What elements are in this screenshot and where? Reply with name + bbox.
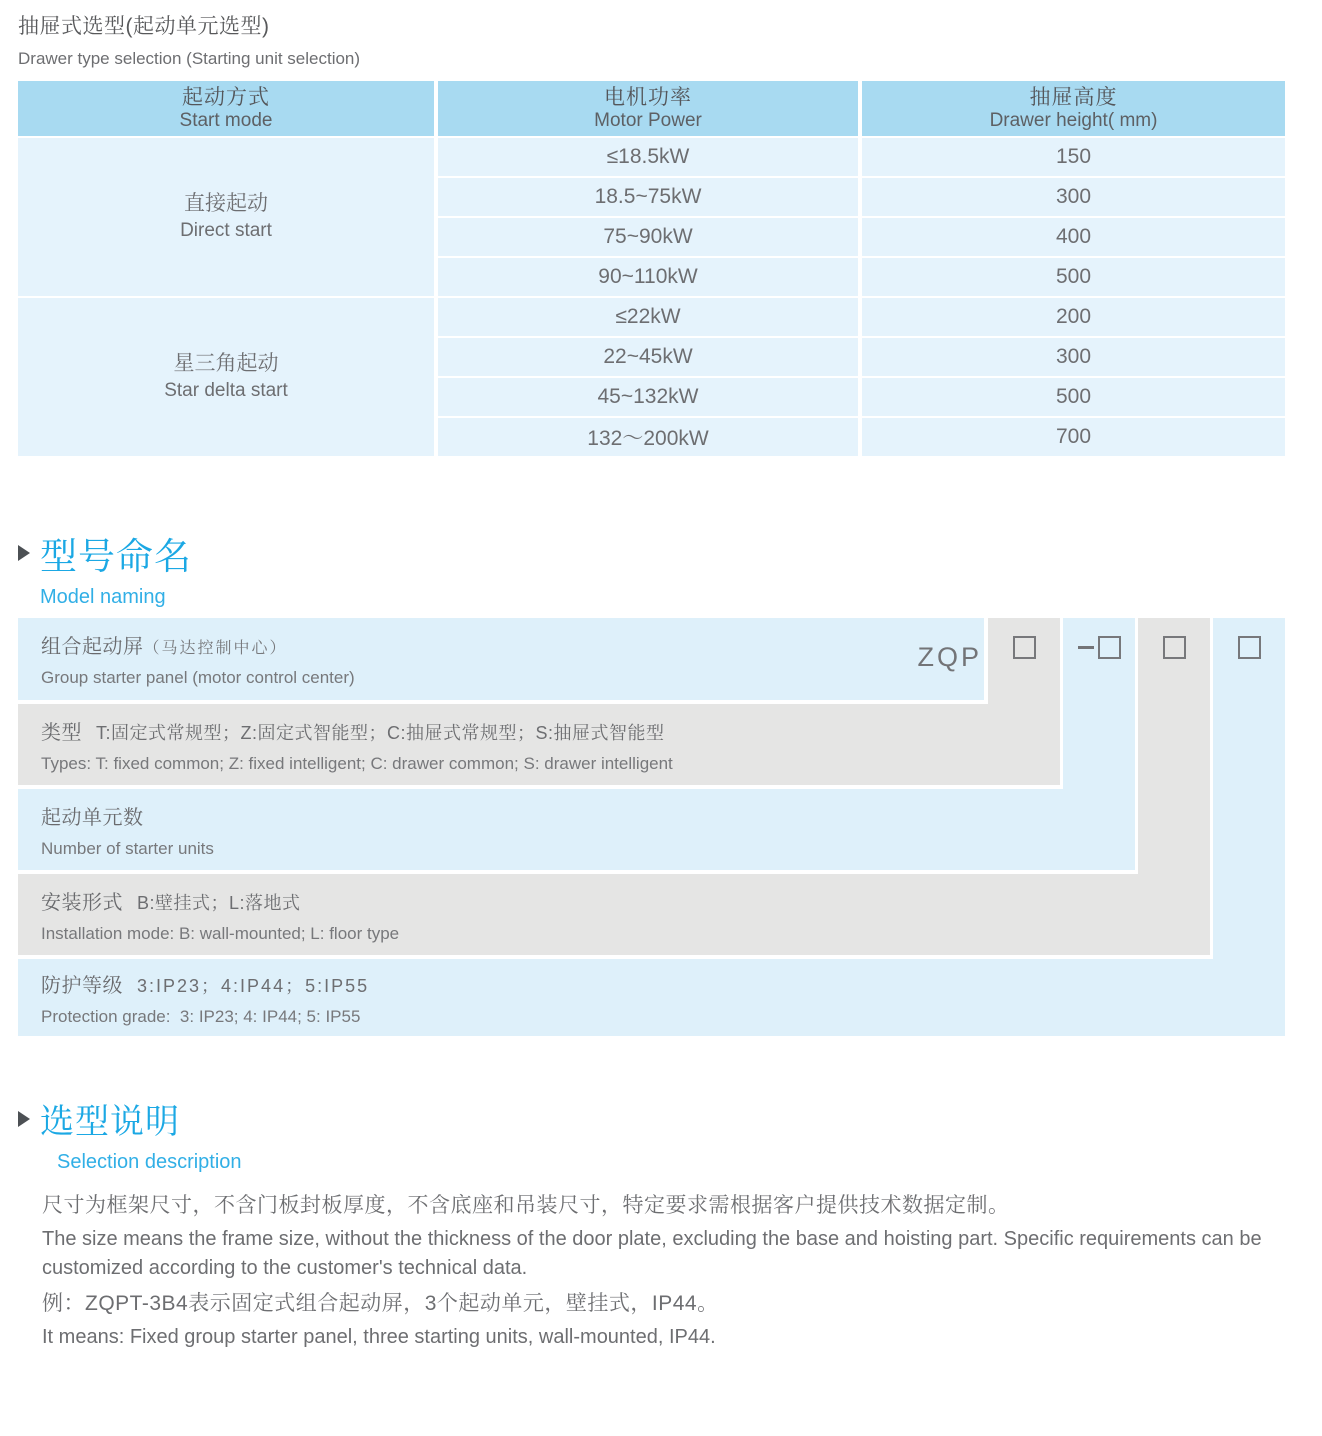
section-title-cn: 选型说明 xyxy=(40,1103,180,1141)
row-label-en: Types: T: fixed common; Z: fixed intelligent; C: drawer common; S: drawer intelligent xyxy=(41,753,673,773)
row-label-cn: 安装形式 xyxy=(41,891,123,914)
diagram-row-group-starter-panel xyxy=(18,618,984,700)
power-cell: 132～200kW xyxy=(438,418,858,456)
model-code-box-type xyxy=(1013,636,1036,659)
model-code-box-protection xyxy=(1238,636,1261,659)
power-cell: 90~110kW xyxy=(438,258,858,296)
paragraph-en: It means: Fixed group starter panel, three starting units, wall-mounted, IP44. xyxy=(42,1326,716,1348)
diagram-row-installation-mode xyxy=(18,874,1210,955)
diagram-column-units xyxy=(1063,618,1135,789)
header-cn: 电机功率 xyxy=(604,85,692,109)
height-cell: 300 xyxy=(862,178,1285,216)
height-cell: 400 xyxy=(862,218,1285,256)
header-cn: 起动方式 xyxy=(182,85,270,109)
table-header-motor-power xyxy=(438,81,858,136)
page-subtitle: Drawer type selection (Starting unit selection) xyxy=(18,49,361,68)
model-naming-diagram xyxy=(18,618,1288,1036)
diagram-row-starter-units xyxy=(18,789,1135,870)
power-cell: 45~132kW xyxy=(438,378,858,416)
paragraph-cn: 例：ZQPT-3B4表示固定式组合起动屏，3个起动单元，壁挂式，IP44。 xyxy=(42,1292,719,1315)
section-title-en: Selection description xyxy=(57,1151,242,1173)
section-title-en: Model naming xyxy=(40,586,166,608)
row-label-en: Protection grade: 3: IP23; 4: IP44; 5: IP55 xyxy=(41,1006,361,1026)
height-cell: 500 xyxy=(862,258,1285,296)
mode-en: Star delta start xyxy=(164,380,288,402)
table-header-drawer-height xyxy=(862,81,1285,136)
paragraph-en: The size means the frame size, without the thickness of the door plate, excluding the base and hoisting part. Specific requirements can be customized according to the customer's technical data. xyxy=(42,1228,1262,1279)
mode-cn: 星三角起动 xyxy=(173,352,279,375)
power-cell: ≤18.5kW xyxy=(438,138,858,176)
diagram-column-type xyxy=(988,618,1060,704)
mode-cn: 直接起动 xyxy=(184,192,268,215)
paragraph-cn: 尺寸为框架尺寸，不含门板封板厚度，不含底座和吊装尺寸，特定要求需根据客户提供技术数据定制。 xyxy=(42,1194,1010,1217)
row-label-en: Number of starter units xyxy=(41,838,214,858)
header-en: Motor Power xyxy=(594,109,702,131)
diagram-column-installation xyxy=(1138,618,1210,874)
section-model-naming-title xyxy=(18,526,192,609)
power-cell: 18.5~75kW xyxy=(438,178,858,216)
height-cell: 300 xyxy=(862,338,1285,376)
selection-description-text xyxy=(42,1191,1294,1352)
page-title: 抽屉式选型(起动单元选型) xyxy=(18,15,270,38)
height-cell: 150 xyxy=(862,138,1285,176)
model-code-prefix: ZQP xyxy=(917,642,982,672)
section-selection-description-title xyxy=(18,1094,242,1174)
row-label-cn: 防护等级 xyxy=(41,974,123,997)
power-cell: 22~45kW xyxy=(438,338,858,376)
row-label-en: Group starter panel (motor control center) xyxy=(41,668,355,687)
section-title-cn: 型号命名 xyxy=(40,536,192,577)
drawer-selection-table xyxy=(18,81,1285,456)
row-detail-cn: T:固定式常规型；Z:固定式智能型；C:抽屉式常规型；S:抽屉式智能型 xyxy=(96,722,665,743)
row-label-cn: 起动单元数 xyxy=(41,806,144,829)
row-detail-cn: 3:IP23；4:IP44；5:IP55 xyxy=(137,975,370,996)
diagram-column-protection xyxy=(1213,618,1285,959)
power-cell: ≤22kW xyxy=(438,298,858,336)
model-code-box-units xyxy=(1098,636,1121,659)
row-label-en: Installation mode: B: wall-mounted; L: floor type xyxy=(41,923,400,943)
header-en: Start mode xyxy=(179,109,273,131)
start-mode-cell-direct-start xyxy=(18,138,434,296)
model-code-dash xyxy=(1078,646,1094,649)
table-header-start-mode xyxy=(18,81,434,136)
section-marker-icon xyxy=(18,545,30,561)
doc-header xyxy=(18,10,360,69)
section-marker-icon xyxy=(18,1111,30,1127)
row-label-cn: 类型 xyxy=(41,721,82,744)
header-cn: 抽屉高度 xyxy=(1029,85,1118,109)
row-label-cn: 组合起动屏 xyxy=(41,636,144,658)
height-cell: 500 xyxy=(862,378,1285,416)
diagram-row-protection-grade xyxy=(18,959,1285,1036)
row-detail-cn: B:壁挂式；L:落地式 xyxy=(137,892,301,913)
power-cell: 75~90kW xyxy=(438,218,858,256)
model-code-box-installation xyxy=(1163,636,1186,659)
row-note-cn: （马达控制中心） xyxy=(143,640,288,657)
diagram-row-types xyxy=(18,704,1060,785)
mode-en: Direct start xyxy=(180,220,272,242)
height-cell: 700 xyxy=(862,418,1285,456)
start-mode-cell-star-delta xyxy=(18,298,434,456)
height-cell: 200 xyxy=(862,298,1285,336)
header-en: Drawer height( mm) xyxy=(989,109,1158,131)
